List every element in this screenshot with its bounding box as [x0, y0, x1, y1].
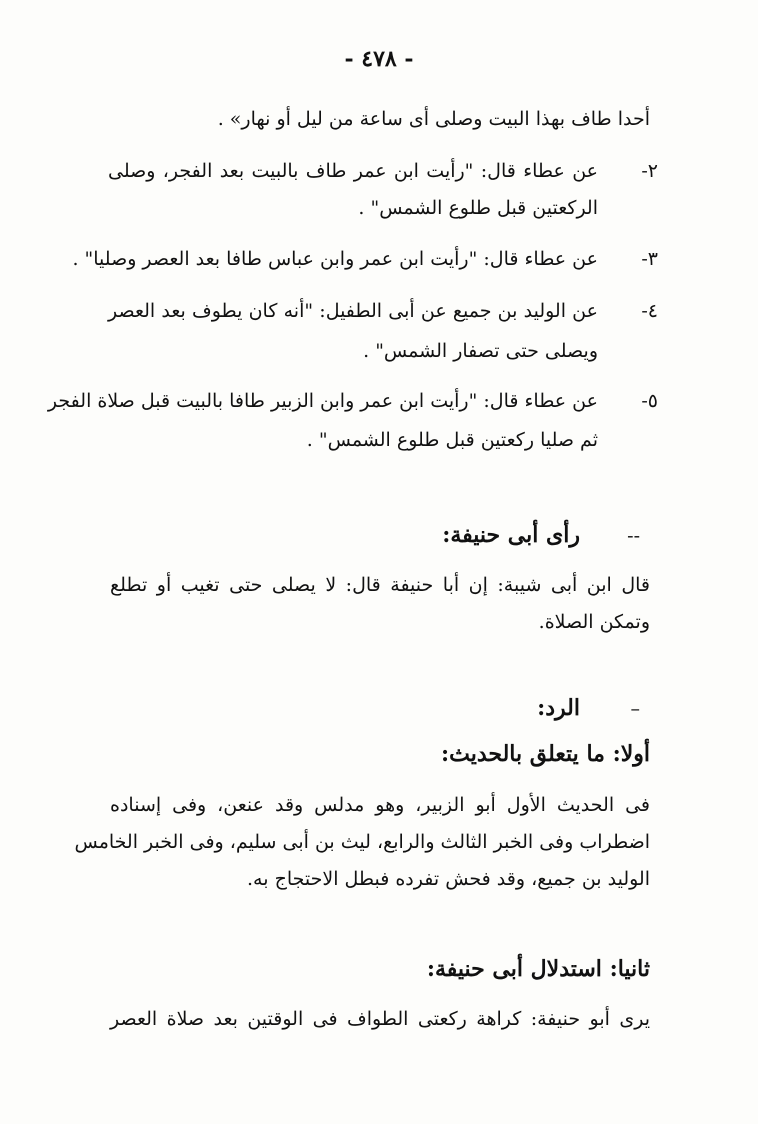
narration-line: ثم صليا ركعتين قبل طلوع الشمس" .	[306, 429, 598, 451]
section-heading: رأى أبى حنيفة:	[442, 522, 580, 548]
subsection-heading: ثانيا: استدلال أبى حنيفة:	[426, 956, 650, 982]
section-heading: الرد:	[537, 695, 580, 721]
subsection-heading: أولا: ما يتعلق بالحديث:	[441, 741, 650, 767]
paragraph-line: الوليد بن جميع، وقد فحش تفرده فبطل الاحتجاج به.	[247, 868, 650, 890]
narration-number: ٤-	[641, 300, 658, 322]
intro-line: أحدا طاف بهذا البيت وصلى أى ساعة من ليل أو نهار» .	[217, 108, 650, 130]
paragraph-line: قال ابن أبى شيبة: إن أبا حنيفة قال: لا يصلى حتى تغيب أو تطلع	[110, 574, 650, 596]
narration-line: عن عطاء قال: "رأيت ابن عمر وابن عباس طافا بعد العصر وصليا" .	[72, 248, 598, 270]
section-dash: --	[627, 525, 640, 547]
paragraph-line: فى الحديث الأول أبو الزبير، وهو مدلس وقد عنعن، وفى إسناده	[110, 794, 650, 816]
section-dash: –	[630, 698, 640, 720]
page-number: - ٤٧٨ -	[344, 46, 414, 72]
narration-line: ويصلى حتى تصفار الشمس" .	[363, 340, 598, 362]
narration-line: عن عطاء قال: "رأيت ابن عمر وابن الزبير طافا بالبيت قبل صلاة الفجر	[47, 390, 598, 412]
paragraph-line: اضطراب وفى الخبر الثالث والرابع، ليث بن أبى سليم، وفى الخبر الخامس	[74, 831, 650, 853]
paragraph-line: يرى أبو حنيفة: كراهة ركعتى الطواف فى الوقتين بعد صلاة العصر	[110, 1008, 650, 1030]
narration-number: ٢-	[641, 160, 658, 182]
narration-number: ٣-	[641, 248, 658, 270]
narration-line: عن عطاء قال: "رأيت ابن عمر طاف بالبيت بعد الفجر، وصلى	[108, 160, 598, 182]
narration-line: عن الوليد بن جميع عن أبى الطفيل: "أنه كان يطوف بعد العصر	[108, 300, 598, 322]
narration-line: الركعتين قبل طلوع الشمس" .	[358, 197, 598, 219]
narration-number: ٥-	[641, 390, 658, 412]
paragraph-line: وتمكن الصلاة.	[538, 611, 650, 633]
